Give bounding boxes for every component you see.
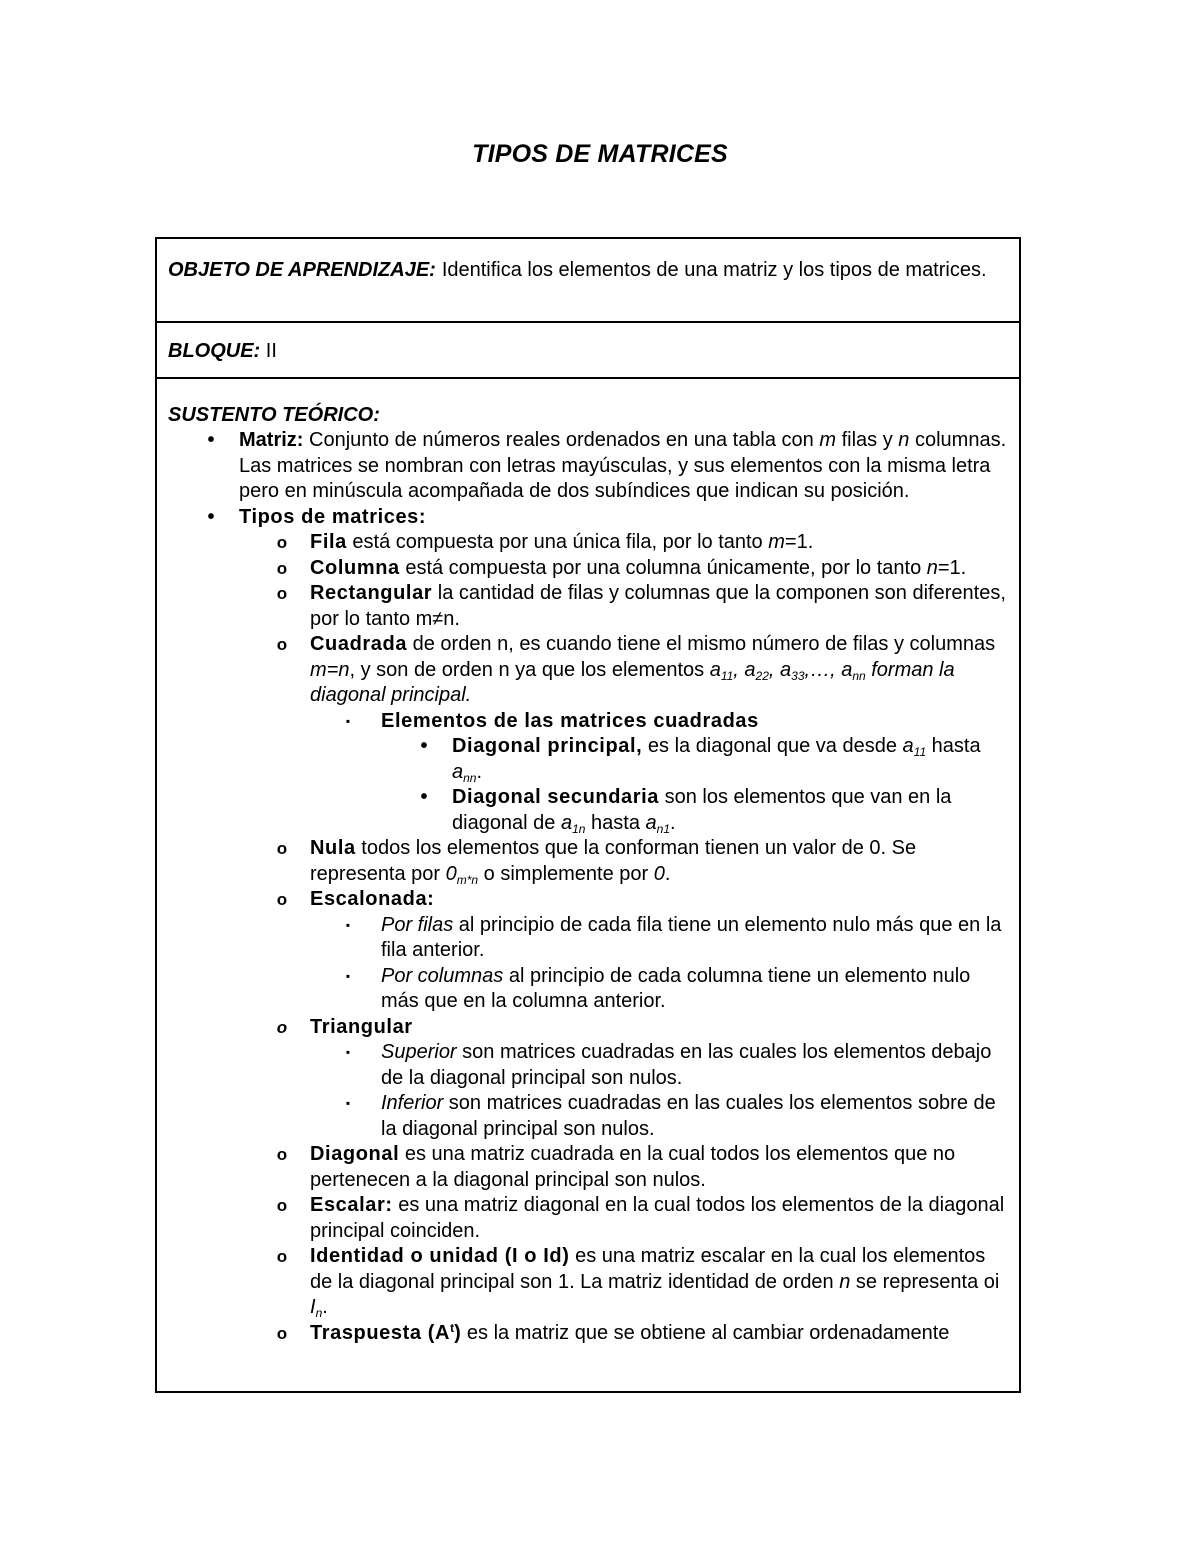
term-tipos: Tipos de matrices: [239, 505, 427, 528]
list-item-columna [168, 556, 1009, 582]
text: son matrices cuadradas en las cuales los elementos sobre de la diagonal principal son nulos. [381, 1092, 996, 1140]
var-a: a [709, 658, 721, 681]
list-item-diagonal-secundaria [381, 785, 1009, 836]
var: m [768, 531, 785, 553]
circle-bullet-icon: o [276, 1145, 288, 1164]
term-triangular: Triangular [310, 1015, 413, 1038]
list-item-escalar [168, 1193, 1009, 1244]
subscript: m*n [456, 872, 479, 887]
text: forman la diagonal principal. [310, 658, 955, 706]
list-item-elementos [310, 709, 1009, 837]
term-por-filas: Por filas [381, 913, 454, 936]
var-i: I [310, 1296, 316, 1318]
list-item-cuadrada [168, 632, 1009, 836]
text: es la matriz que se obtiene al cambiar ordenadamente [461, 1321, 950, 1344]
text: son los elementos que van en la diagonal de [452, 786, 952, 834]
circle-bullet-icon: o [276, 584, 288, 603]
text: de orden n, es cuando tiene el mismo número de filas y columnas [407, 633, 996, 655]
list-item-triangular [168, 1015, 1009, 1143]
cuadrada-sublist [310, 709, 1009, 837]
text: , [768, 658, 781, 681]
circle-bullet-icon: o [276, 1323, 288, 1343]
text: al principio de cada columna tiene un elemento nulo más que en la columna anterior. [381, 964, 971, 1012]
circle-bullet-icon: o [276, 839, 288, 858]
list-item-rectangular [168, 581, 1009, 632]
var-a: a [452, 760, 464, 783]
list-item-traspuesta [168, 1321, 1009, 1347]
text: , y son de orden n ya que los elementos [349, 658, 710, 681]
term-inferior: Inferior [381, 1092, 444, 1114]
text: es una matriz escalar en la cual los elementos de la diagonal principal son 1. La matriz identidad de orden [310, 1245, 986, 1293]
text: está compuesta por una columna únicamente, por lo tanto [399, 556, 927, 579]
text: al principio de cada fila tiene un elemento nulo más que en la fila anterior. [381, 913, 1002, 961]
elementos-sublist [381, 734, 1009, 836]
text: . [476, 760, 483, 783]
escalonada-sublist [310, 913, 1009, 1015]
term-matriz: Matriz: [239, 429, 304, 451]
square-bullet-icon: ▪ [345, 713, 351, 728]
term-diagonal: Diagonal [310, 1143, 400, 1165]
text: . [670, 811, 676, 834]
bullet-icon: • [420, 786, 428, 808]
list-item-inferior [310, 1091, 1009, 1142]
list-item-diagonal-principal [381, 734, 1009, 785]
text: , [733, 658, 745, 681]
subscript: 33 [791, 668, 805, 683]
var-a: a [841, 658, 853, 681]
term-escalonada: Escalonada: [310, 888, 435, 910]
subscript: 11 [913, 745, 927, 759]
subscript: n1 [656, 821, 670, 836]
subscript: 1n [572, 821, 586, 836]
var-a: a [560, 811, 573, 834]
term-diagonal-principal: Diagonal principal, [452, 735, 643, 757]
bullet-icon: • [207, 429, 215, 451]
text: . [322, 1296, 328, 1318]
var-m: m [819, 429, 837, 451]
term-rectangular: Rectangular [310, 582, 433, 604]
text: todos los elementos que la conforman tienen un valor de 0. Se representa por [310, 837, 917, 885]
var-a: a [744, 658, 756, 681]
list-item-por-columnas [310, 964, 1009, 1015]
text: =1. [937, 556, 967, 579]
square-bullet-icon: ▪ [345, 917, 351, 932]
triangular-sublist [310, 1040, 1009, 1142]
list-item-escalonada [168, 887, 1009, 1015]
list-item-superior [310, 1040, 1009, 1091]
list-item-por-filas [310, 913, 1009, 964]
var-a: a [780, 658, 792, 681]
text: columnas. Las matrices se nombran con letras mayúsculas, y sus elementos con la misma letra pero en minúscula acompañada de dos subíndices que indican su posición. [239, 429, 1007, 502]
page-title: TIPOS DE MATRICES [472, 140, 728, 168]
objeto-row [155, 237, 1021, 323]
circle-bullet-icon: o [276, 558, 288, 578]
objeto-value: Identifica los elementos de una matriz y los tipos de matrices. [441, 259, 987, 281]
bullet-icon: • [207, 505, 215, 528]
term-cuadrada: Cuadrada [310, 633, 408, 655]
circle-bullet-icon: o [276, 890, 288, 909]
term-por-columnas: Por columnas [381, 964, 504, 987]
list-item-diagonal [168, 1142, 1009, 1193]
circle-bullet-icon: o [276, 1196, 288, 1215]
text: o simplemente por [478, 862, 654, 885]
sustento-list [168, 428, 1009, 1346]
zero: 0 [445, 862, 457, 885]
text: es una matriz diagonal en la cual todos los elementos de la diagonal principal coinciden. [310, 1194, 1005, 1242]
text: =1. [784, 531, 814, 553]
term-columna: Columna [310, 556, 400, 579]
text: está compuesta por una única fila, por lo tanto [346, 531, 769, 553]
subscript: nn [463, 770, 477, 785]
subscript: n [315, 1306, 323, 1320]
term-diagonal-secundaria: Diagonal secundaria [452, 786, 660, 808]
subscript: nn [852, 668, 866, 683]
var-a: a [902, 735, 914, 757]
text: Conjunto de números reales ordenados en una tabla con [303, 429, 820, 451]
superscript: t [450, 1320, 455, 1335]
text: . [664, 862, 671, 885]
square-bullet-icon: ▪ [345, 1045, 351, 1059]
term-nula: Nula [310, 837, 356, 859]
text: hasta [585, 811, 646, 834]
term-close: ) [454, 1321, 462, 1344]
term-identidad: Identidad o unidad (I o Id) [310, 1245, 570, 1267]
bloque-value: II [265, 340, 277, 362]
list-item-matriz [168, 428, 1009, 505]
text: filas y [836, 429, 899, 451]
term-escalar: Escalar: [310, 1194, 393, 1216]
sustento-row [155, 377, 1021, 1393]
text: ,…, [804, 658, 842, 681]
term-fila: Fila [310, 531, 347, 553]
bloque-label: BLOQUE: [168, 340, 261, 362]
list-item-fila [168, 530, 1009, 556]
term-superior: Superior [381, 1041, 457, 1063]
list-item-nula [168, 836, 1009, 887]
var: n [926, 556, 938, 579]
var-n: n [898, 429, 910, 451]
text: la cantidad de filas y columnas que la componen son diferentes, por lo tanto m≠n. [310, 582, 1006, 630]
subscript: 11 [720, 668, 734, 683]
tipos-list [168, 530, 1009, 1346]
text: es la diagonal que va desde [642, 735, 903, 757]
equation: m=n [310, 658, 350, 681]
text: hasta [926, 735, 981, 757]
list-item-tipos [168, 505, 1009, 1347]
list-item-identidad [168, 1244, 1009, 1321]
square-bullet-icon: ▪ [345, 968, 351, 983]
circle-bullet-icon: o [276, 1247, 288, 1266]
term-elementos: Elementos de las matrices cuadradas [381, 709, 759, 732]
var-a: a [645, 811, 657, 834]
circle-bullet-icon: o [276, 533, 288, 552]
text: es una matriz cuadrada en la cual todos los elementos que no pertenecen a la diagonal principal son nulos. [310, 1143, 956, 1191]
square-bullet-icon: ▪ [345, 1096, 351, 1110]
var-n: n [839, 1270, 851, 1293]
zero: 0 [653, 862, 665, 885]
text: se representa oi [850, 1270, 1000, 1293]
bloque-row [155, 321, 1021, 379]
subscript: 22 [755, 668, 769, 683]
circle-bullet-icon: o [276, 1017, 288, 1037]
sustento-label: SUSTENTO TEÓRICO: [168, 404, 380, 426]
circle-bullet-icon: o [276, 635, 288, 654]
term-traspuesta: Traspuesta (A [310, 1321, 451, 1344]
text: son matrices cuadradas en las cuales los elementos debajo de la diagonal principal son nulos. [381, 1041, 992, 1089]
bullet-icon: • [420, 735, 428, 757]
objeto-label: OBJETO DE APRENDIZAJE: [168, 259, 436, 281]
